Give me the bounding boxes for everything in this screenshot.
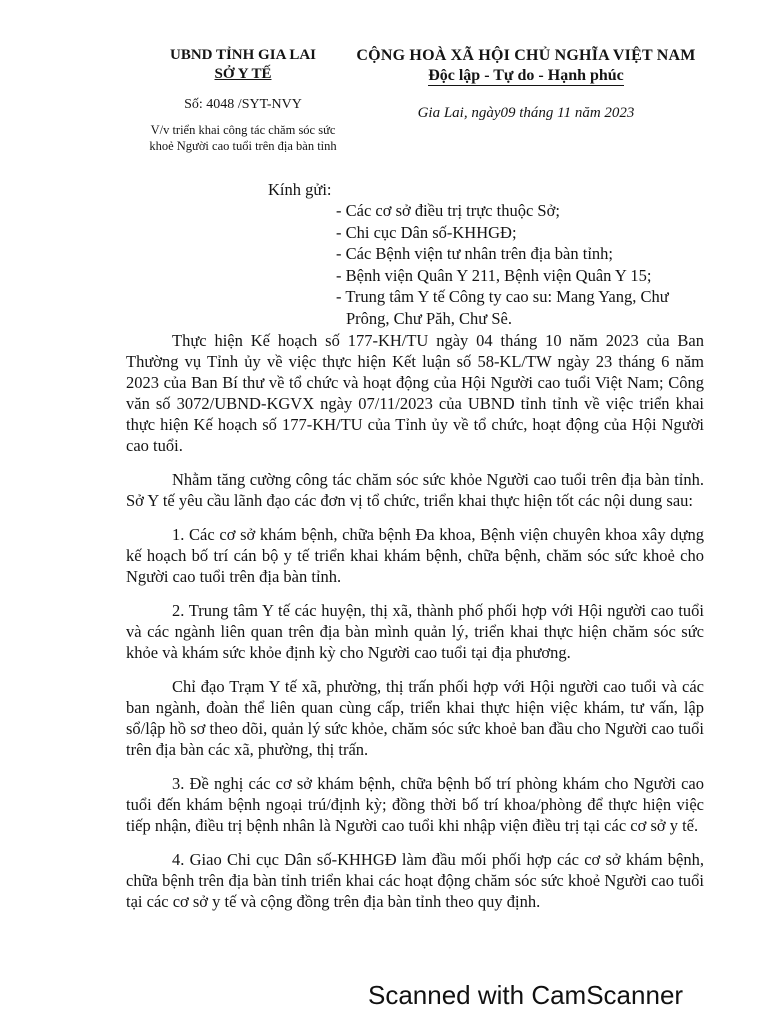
national-title: CỘNG HOÀ XÃ HỘI CHỦ NGHĨA VIỆT NAM — [356, 47, 696, 64]
national-motto: Độc lập - Tự do - Hạnh phúc — [428, 67, 624, 84]
body-paragraph: 4. Giao Chi cục Dân số-KHHGĐ làm đầu mối phối hợp các cơ sở khám bệnh, chữa bệnh trên địa bàn tỉnh triển khai các hoạt động chăm sóc sức khoẻ Người cao tuổi tại các cơ sở y tế và cộng đồng trên địa bàn tỉnh theo quy định. — [126, 850, 704, 911]
body-paragraph: 2. Trung tâm Y tế các huyện, thị xã, thành phố phối hợp với Hội người cao tuổi và các ngành liên quan trên địa bàn mình quản lý, triển khai thực hiện chăm sóc sức khỏe và khám sức khỏe định kỳ cho Người cao tuổi tại địa phương. — [126, 601, 704, 662]
document-number: Số: 4048 /SYT-NVY — [184, 97, 302, 112]
recipient-item: - Các Bệnh viện tư nhân trên địa bàn tỉnh; — [336, 244, 613, 263]
recipient-item: - Chi cục Dân số-KHHGĐ; — [336, 222, 517, 242]
recipient-item: - Trung tâm Y tế Công ty cao su: Mang Yang, Chư — [336, 287, 669, 306]
document-body — [126, 330, 704, 925]
body-paragraph: Chỉ đạo Trạm Y tế xã, phường, thị trấn phối hợp với Hội người cao tuổi và các ban ngành, đoàn thể liên quan cùng cấp, triển khai thực hiện việc khám, tư vấn, lập sổ/lập hồ sơ theo dõi, quản lý sức khỏe, chăm sóc sức khoẻ ban đầu cho Người cao tuổi trên địa bàn các xã, phường, thị trấn. — [126, 677, 704, 759]
subject-line-1: V/v triển khai công tác chăm sóc sức — [150, 123, 336, 137]
salutation-label: Kính gửi: — [268, 180, 332, 199]
department-name: SỞ Y TẾ — [214, 66, 272, 82]
body-paragraph: Thực hiện Kế hoạch số 177-KH/TU ngày 04 tháng 10 năm 2023 của Ban Thường vụ Tỉnh ủy về việc thực hiện Kết luận số 58-KL/TW ngày 23 tháng 6 năm 2023 của Ban Bí thư về tổ chức và hoạt động của Hội Người cao tuổi Việt Nam; Công văn số 3072/UBND-KGVX ngày 07/11/2023 của UBND tỉnh tỉnh về việc triển khai thực hiện Kế hoạch số 177-KH/TU của Tỉnh ủy về tổ chức, hoạt động của Hội Người cao tuổi. — [126, 331, 704, 455]
recipient-item: - Bệnh viện Quân Y 211, Bệnh viện Quân Y 15; — [336, 265, 652, 285]
body-paragraph: 1. Các cơ sở khám bệnh, chữa bệnh Đa khoa, Bệnh viện chuyên khoa xây dựng kế hoạch bố trí cán bộ y tế triển khai khám bệnh, chữa bệnh, chăm sóc sức khoẻ cho Người cao tuổi trên địa bàn tỉnh. — [126, 525, 704, 586]
province-committee-name: UBND TỈNH GIA LAI — [169, 47, 316, 63]
scanner-watermark: Scanned with CamScanner — [368, 980, 684, 1010]
body-paragraph: Nhằm tăng cường công tác chăm sóc sức khỏe Người cao tuổi trên địa bàn tỉnh. Sở Y tế yêu cầu lãnh đạo các đơn vị tổ chức, triển khai thực hiện tốt các nội dung sau: — [126, 470, 704, 510]
recipient-list — [336, 200, 706, 329]
issuing-authority-block — [118, 46, 368, 154]
recipient-item: Prông, Chư Păh, Chư Sê. — [346, 308, 512, 328]
recipient-item: - Các cơ sở điều trị trực thuộc Sở; — [336, 201, 560, 220]
subject-summary — [118, 122, 368, 154]
body-paragraph: 3. Đề nghị các cơ sở khám bệnh, chữa bệnh bố trí phòng khám cho Người cao tuổi đến khám bệnh ngoại trú/định kỳ; đồng thời bố trí khoa/phòng để thực hiện việc tiếp nhận, điều trị bệnh nhân là Người cao tuổi khi nhập viện điều trị tại các cơ sở y tế. — [126, 774, 704, 835]
subject-line-2: khoẻ Người cao tuổi trên địa bàn tỉnh — [149, 139, 337, 153]
national-heading-block — [352, 46, 700, 122]
issue-date: Gia Lai, ngày09 tháng 11 năm 2023 — [417, 105, 635, 121]
